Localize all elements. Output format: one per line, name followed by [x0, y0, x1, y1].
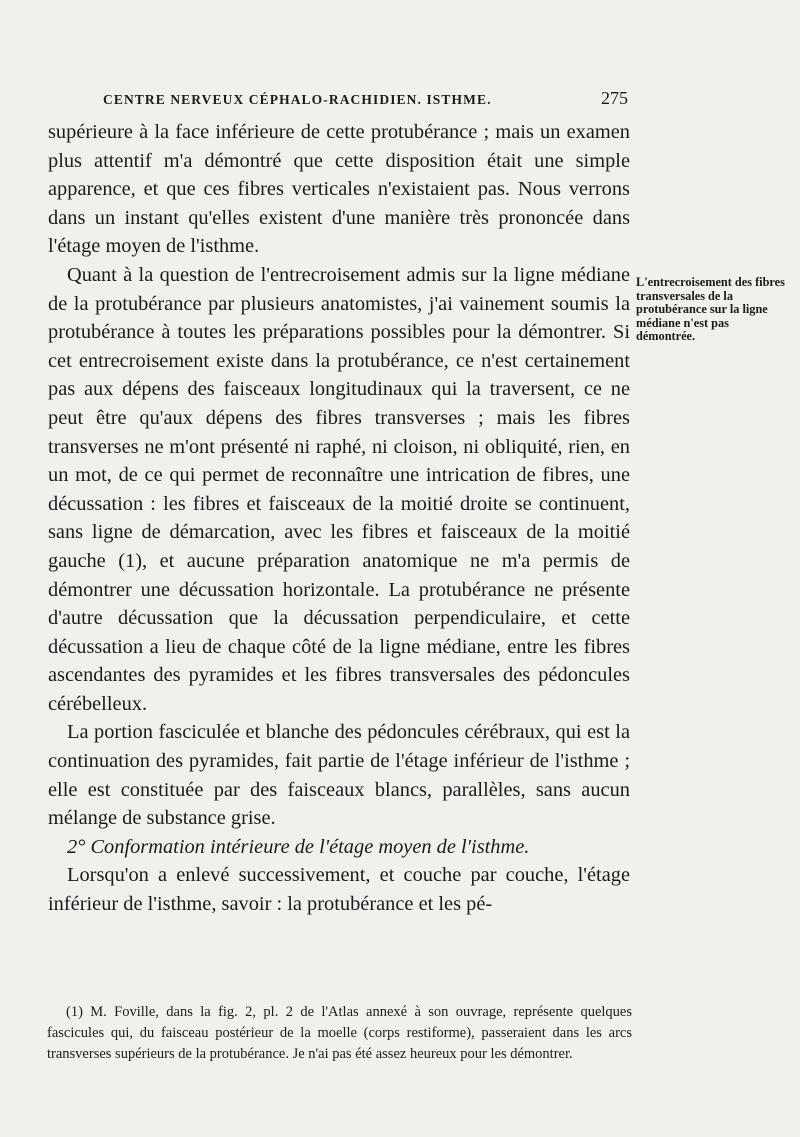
margin-note: L'entrecroisement des fibres transversales de la protubérance sur la ligne médiane n'est pas démontrée.: [636, 275, 785, 344]
page-number: 275: [601, 88, 628, 108]
paragraph-entrecroisement: Quant à la question de l'entrecroisement admis sur la ligne médiane de la protubérance par plusieurs anatomistes, j'ai vainement soumis la protubérance à toutes les préparations possibles pour la démontrer. Si cet entrecroisement existe dans la protubérance, ce n'est certainement pas aux dépens des faisceaux longitudinaux qui la traversent, ce ne peut être qu'aux dépens des fibres transverses ; mais les fibres transverses ne m'ont présenté ni raphé, ni cloison, ni obliquité, rien, en un mot, de ce qui permet de reconnaître une intrication de fibres, une décussation : les fibres et faisceaux de la moitié droite se continuent, sans ligne de démarcation, avec les fibres et faisceaux de la moitié gauche (1), et aucune préparation anatomique ne m'a permis de démontrer une décussation horizontale. La protubérance ne présente d'autre décussation que la décussation perpendiculaire, et cette décussation a lieu de chaque côté de la ligne médiane, entre les fibres ascendantes des pyramides et les fibres transversales des pédoncules cérébelleux.: [48, 263, 630, 715]
section-heading: 2° Conformation intérieure de l'étage moyen de l'isthme.: [67, 835, 530, 858]
paragraph-lorsquon: Lorsqu'on a enlevé successivement, et couche par couche, l'étage inférieur de l'isthme, savoir : la protubérance et les pé-: [48, 864, 630, 916]
footnote: [47, 1002, 632, 1065]
footnote-text: (1) M. Foville, dans la fig. 2, pl. 2 de l'Atlas annexé à son ouvrage, représente quelques fascicules qui, du faisceau postérieur de la moelle (corps restiforme), passeraient dans les arcs transverses supérieurs de la protubérance. Je n'ai pas été assez heureux pour les démontrer.: [47, 1004, 632, 1062]
running-header: [103, 88, 628, 109]
body-text: [48, 118, 630, 919]
paragraph-continuation: supérieure à la face inférieure de cette protubérance ; mais un examen plus attentif m'a démontré que cette disposition était une simple apparence, et que ces fibres verticales n'existaient pas. Nous verrons dans un instant qu'elles existent d'une manière très prononcée dans l'étage moyen de l'isthme.: [48, 121, 630, 258]
running-title: CENTRE NERVEUX CÉPHALO-RACHIDIEN. ISTHME.: [103, 92, 492, 107]
paragraph-portion-fasciculee: La portion fasciculée et blanche des pédoncules cérébraux, qui est la continuation des pyramides, fait partie de l'étage inférieur de l'isthme ; elle est constituée par des faisceaux blancs, parallèles, sans aucun mélange de substance grise.: [48, 721, 630, 830]
